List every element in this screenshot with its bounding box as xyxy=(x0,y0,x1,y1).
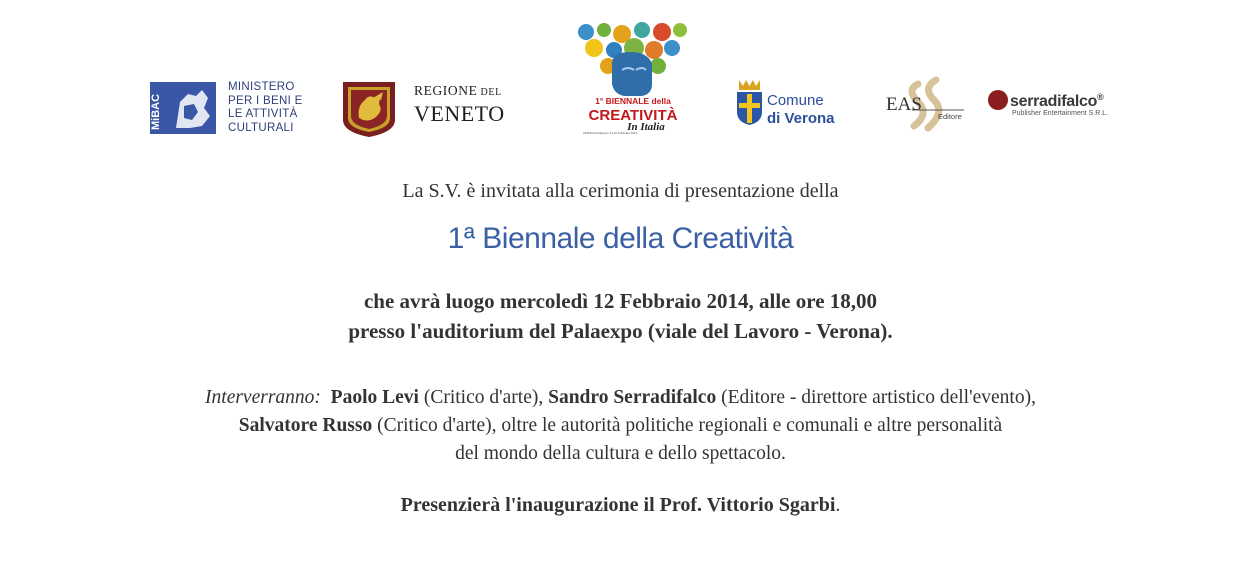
event-title: 1ª Biennale della Creatività xyxy=(447,222,794,255)
speakers-line3: del mondo della cultura e dello spettacolo. xyxy=(455,443,786,464)
speakers-line1 xyxy=(0,384,1241,412)
mibac-line: MINISTERO xyxy=(228,81,295,93)
veneto-regione: REGIONE xyxy=(414,83,478,98)
eas-sub: Editore xyxy=(938,112,962,121)
biennale-line2: CREATIVITÀ xyxy=(588,107,678,124)
speakers-intro: Interverranno: xyxy=(205,387,321,408)
veneto-del: DEL xyxy=(477,87,502,98)
verona-crest-icon xyxy=(736,78,763,126)
mibac-line: PER I BENI E xyxy=(228,94,303,107)
event-date-line: che avrà luogo mercoledì 12 Febbraio 2014, alle ore 18,00 xyxy=(363,289,878,313)
veneto-lion-crest xyxy=(339,80,399,138)
verona-name xyxy=(767,92,835,128)
veneto-line1 xyxy=(414,83,505,99)
closing-text: Presenzierà l'inaugurazione il Prof. Vittorio Sgarbi xyxy=(400,494,836,516)
veneto-line2: VENETO xyxy=(414,101,505,126)
closing-period: . xyxy=(835,494,841,516)
serradifalco-name xyxy=(988,92,1108,112)
speakers-block xyxy=(0,384,1241,468)
biennale-line1: 1° BIENNALE della xyxy=(595,96,671,106)
logo-bar xyxy=(0,0,1241,150)
serradifalco-logo xyxy=(988,92,1108,117)
verona-line1: Comune xyxy=(767,92,824,109)
veneto-name xyxy=(414,83,505,127)
head-icon xyxy=(612,52,652,96)
biennale-logo xyxy=(572,22,694,136)
registered-mark: ® xyxy=(1097,92,1104,102)
biennale-line3: In Italia xyxy=(627,121,665,133)
speakers-line2 xyxy=(0,412,1241,440)
speaker-name: Salvatore Russo xyxy=(238,415,373,436)
invitation-intro: La S.V. è invitata alla cerimonia di presentazione della xyxy=(402,180,839,202)
falcon-icon xyxy=(988,90,1008,110)
eas-editore-logo xyxy=(884,76,966,134)
closing-line xyxy=(0,494,1241,517)
mibac-line: LE ATTIVITÀ xyxy=(228,108,298,120)
speaker-role: (Editore - direttore artistico dell'evento), xyxy=(716,387,1036,408)
mibac-logo xyxy=(150,82,216,134)
serradifalco-name-text: serradifalco xyxy=(1010,93,1098,111)
mibac-line: CULTURALI xyxy=(228,121,294,134)
eas-letters: EAS xyxy=(886,94,922,115)
verona-line2 xyxy=(767,110,835,128)
biennale-line4: VERONA Palaexpo 14-16 Febbraio 2014 xyxy=(582,131,638,135)
speaker-name: Paolo Levi xyxy=(330,387,419,408)
speaker-role: (Critico d'arte), xyxy=(418,387,549,408)
mibac-mark-text: MiBAC xyxy=(150,93,162,130)
event-venue-line: presso l'auditorium del Palaexpo (viale del Lavoro - Verona). xyxy=(348,319,893,343)
verona-line2-text: di Verona xyxy=(767,110,835,127)
speaker-role: (Critico d'arte), oltre le autorità politiche regionali e comunali e altre personalità xyxy=(372,415,1003,436)
mibac-name xyxy=(228,81,303,135)
serradifalco-sub: Publisher Entertainment S.R.L. xyxy=(1012,110,1109,117)
speaker-name: Sandro Serradifalco xyxy=(548,387,717,408)
